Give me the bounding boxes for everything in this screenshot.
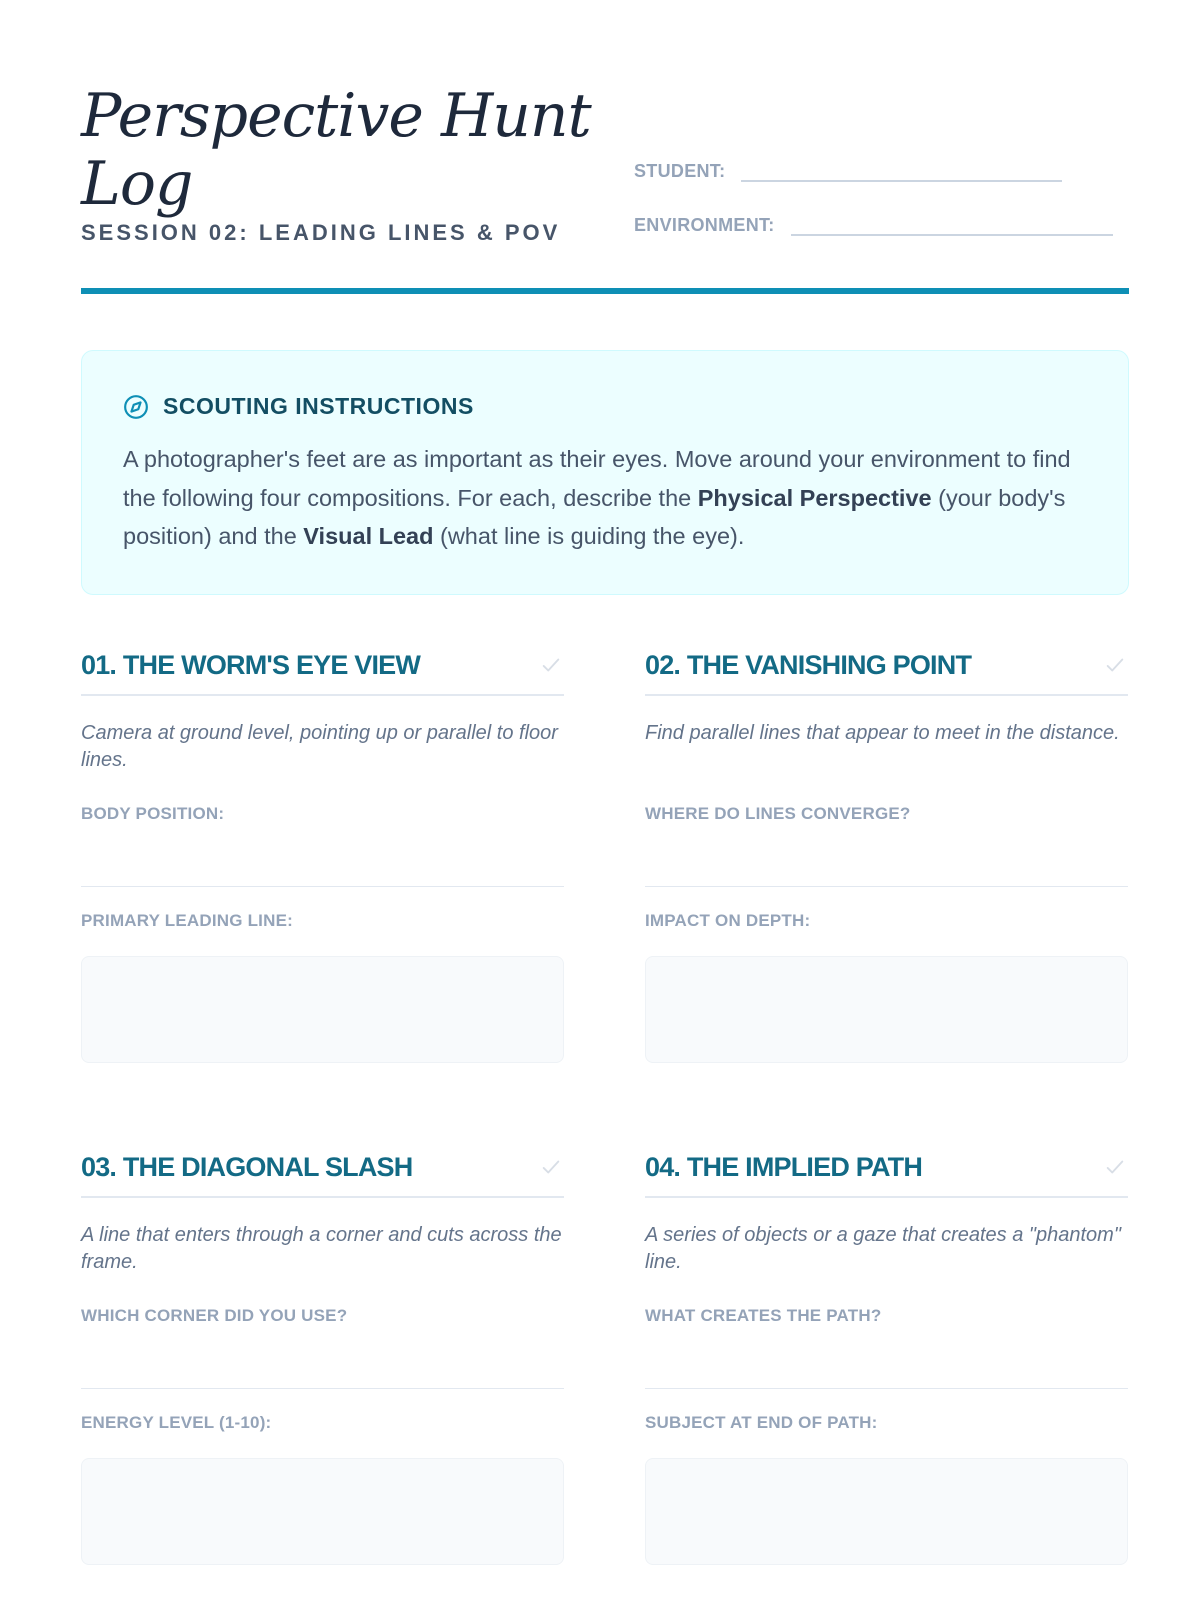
check-icon[interactable]	[540, 1156, 562, 1178]
compass-icon	[123, 394, 149, 420]
field-label: WHICH CORNER DID YOU USE?	[81, 1306, 348, 1325]
session-subtitle: SESSION 02: LEADING LINES & POV	[81, 220, 561, 245]
check-icon[interactable]	[1104, 1156, 1126, 1178]
answer-line[interactable]	[81, 886, 564, 887]
task-description: A series of objects or a gaze that creates a "phantom" line.	[645, 1224, 1121, 1273]
answer-line[interactable]	[81, 1388, 564, 1389]
field-label: SUBJECT AT END OF PATH:	[645, 1413, 878, 1432]
answer-box[interactable]	[645, 1458, 1128, 1565]
instructions-title: SCOUTING INSTRUCTIONS	[163, 393, 474, 419]
answer-box[interactable]	[81, 1458, 564, 1565]
task-description: Find parallel lines that appear to meet in the distance.	[645, 722, 1120, 744]
field-label: BODY POSITION:	[81, 804, 225, 823]
answer-box[interactable]	[81, 956, 564, 1063]
instructions-emphasis: Visual Lead	[303, 523, 434, 549]
instructions-text-part: (what line is guiding the eye).	[433, 523, 745, 549]
environment-field-row	[634, 214, 1113, 236]
student-input-line[interactable]	[741, 160, 1062, 182]
task-header	[81, 1138, 564, 1198]
task-card	[645, 1138, 1128, 1565]
task-description: A line that enters through a corner and cuts across the frame.	[81, 1224, 562, 1273]
task-description: Camera at ground level, pointing up or parallel to floor lines.	[81, 722, 558, 771]
task-card	[645, 636, 1128, 1063]
answer-line[interactable]	[645, 1388, 1128, 1389]
instructions-box	[81, 350, 1129, 595]
instructions-text	[123, 440, 1083, 556]
page-title: Perspective Hunt Log	[81, 81, 591, 219]
instructions-text-part: A photographer's feet are as important as their eyes. Move around your environment to find the following four compositions. For each, describe the	[123, 446, 1071, 511]
task-header	[645, 636, 1128, 696]
answer-box[interactable]	[645, 956, 1128, 1063]
instructions-header	[123, 393, 1088, 420]
field-label: WHERE DO LINES CONVERGE?	[645, 804, 911, 823]
answer-line[interactable]	[645, 886, 1128, 887]
instructions-text-part: (your body's position) and the	[123, 484, 1066, 549]
task-title: 02. THE VANISHING POINT	[645, 649, 972, 680]
task-card	[81, 1138, 564, 1565]
field-label: PRIMARY LEADING LINE:	[81, 911, 293, 930]
check-icon[interactable]	[1104, 654, 1126, 676]
task-header	[645, 1138, 1128, 1198]
header-divider	[81, 288, 1129, 294]
task-card	[81, 636, 564, 1063]
student-field-row	[634, 160, 1062, 182]
instructions-emphasis: Physical Perspective	[697, 484, 932, 511]
worksheet-page	[81, 0, 1129, 1600]
check-icon[interactable]	[540, 654, 562, 676]
task-header	[81, 636, 564, 696]
environment-label: ENVIRONMENT:	[634, 215, 775, 235]
task-title: 04. THE IMPLIED PATH	[645, 1151, 923, 1182]
field-label: ENERGY LEVEL (1-10):	[81, 1413, 272, 1432]
task-title: 01. THE WORM'S EYE VIEW	[81, 649, 421, 680]
student-label: STUDENT:	[634, 161, 726, 181]
field-label: IMPACT ON DEPTH:	[645, 911, 811, 930]
environment-input-line[interactable]	[791, 214, 1113, 236]
task-title: 03. THE DIAGONAL SLASH	[81, 1151, 413, 1182]
field-label: WHAT CREATES THE PATH?	[645, 1306, 882, 1325]
